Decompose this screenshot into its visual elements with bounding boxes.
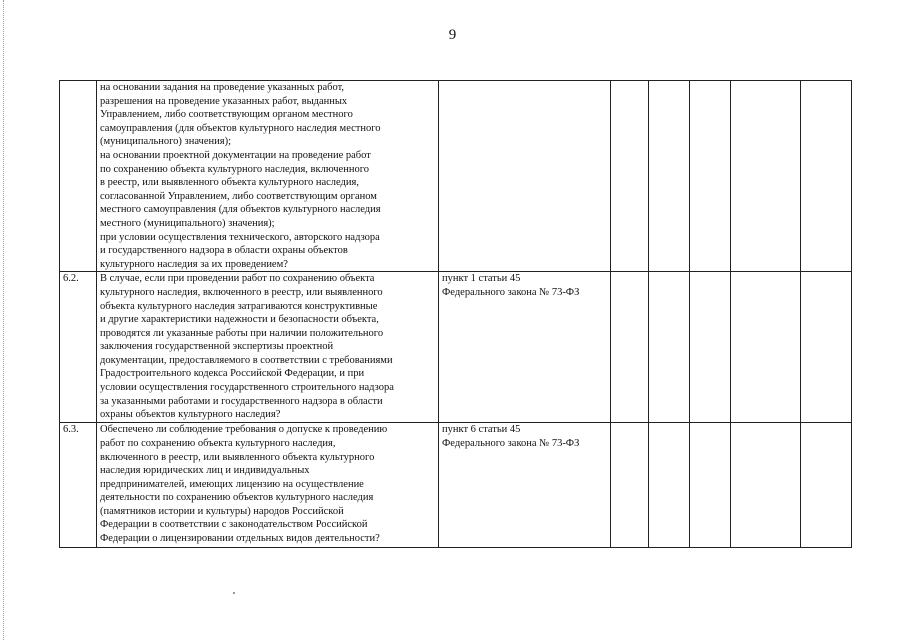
requirement-line: и государственного надзора в области охраны объектов [100,245,348,257]
answer-cell [690,272,731,423]
requirement-line: проводятся ли указанные работы при наличии положительного [100,327,384,339]
legal-basis-cell [439,423,611,548]
requirement-line: работ по сохранению объекта культурного наследия, [100,437,336,449]
requirement-line: самоуправления (для объектов культурного наследия местного [100,122,381,134]
answer-cell [649,272,690,423]
page-number: 9 [448,27,457,43]
answer-cell [611,423,649,548]
answer-cell [731,272,801,423]
requirement-line: (памятников истории и культуры) народов Российской [100,505,344,517]
requirement-line: по сохранению объекта культурного наследия, включенного [100,163,369,175]
answer-cell [690,81,731,272]
requirement-line: и другие характеристики надежности и безопасности объекта, [100,314,379,326]
requirement-line: местного (муниципального) значения); [100,217,275,229]
answer-cell [611,272,649,423]
requirement-line: объекта культурного наследия затрагиваются конструктивные [100,300,378,312]
requirement-line: наследия юридических лиц и индивидуальных [100,465,310,477]
requirement-line: Градостроительного кодекса Российской Федерации, и при [100,368,365,380]
answer-cell [801,423,852,548]
answer-cell [649,423,690,548]
requirement-line: Федерации в соответствии с законодательством Российской [100,519,368,531]
legal-basis-line: Федерального закона № 73-ФЗ [442,437,580,449]
table-row [60,272,852,423]
requirement-line: включенного в реестр, или выявленного объекта культурного [100,451,375,463]
requirement-cell [97,81,439,272]
requirement-line: на основании задания на проведение указанных работ, [100,82,344,93]
legal-basis-cell [439,81,611,272]
answer-cell [731,81,801,272]
answer-cell [801,81,852,272]
requirement-line: на основании проектной документации на проведение работ [100,149,371,161]
requirement-line: согласованной Управлением, либо соответствующим органом [100,190,377,202]
requirement-line: деятельности по сохранению объектов культурного наследия [100,492,374,504]
requirement-line: культурного наследия за их проведением? [100,258,288,270]
requirement-line: разрешения на проведение указанных работ, выданных [100,95,348,107]
row-number-cell [60,81,97,272]
requirement-line: в реестр, или выявленного объекта культурного наследия, [100,177,359,189]
requirement-line: документации, предоставляемого в соответствии с требованиями [100,354,393,366]
requirement-line: Управлением, либо соответствующим органом местного [100,109,353,121]
requirement-line: условии осуществления государственного строительного надзора [100,382,394,394]
requirement-cell [97,423,439,548]
answer-cell [649,81,690,272]
requirement-line: заключения государственной экспертизы проектной [100,341,334,353]
table-row [60,81,852,272]
answer-cell [611,81,649,272]
requirement-cell [97,272,439,423]
answer-cell [690,423,731,548]
legal-basis-line: пункт 1 статьи 45 [442,273,521,285]
answer-cell [801,272,852,423]
requirement-line: культурного наследия, включенного в реестр, или выявленного [100,286,383,298]
page-edge-line [3,0,4,640]
requirement-line: Обеспечено ли соблюдение требования о допуске к проведению [100,424,388,436]
scan-speck [233,592,235,594]
legal-basis-line: Федерального закона № 73-ФЗ [442,286,580,298]
requirement-line: за указанными работами и государственного надзора в области [100,395,383,407]
answer-cell [731,423,801,548]
requirement-line: местного самоуправления (для объектов культурного наследия [100,204,381,216]
legal-basis-line: пункт 6 статьи 45 [442,424,521,436]
row-number-cell: 6.3. [60,423,97,548]
requirement-line: охраны объектов культурного наследия? [100,409,281,421]
checklist-table [59,80,852,548]
table-row [60,423,852,548]
row-number-cell: 6.2. [60,272,97,423]
requirement-line: Федерации о лицензировании отдельных видов деятельности? [100,533,380,545]
requirement-line: В случае, если при проведении работ по сохранению объекта [100,273,375,285]
requirement-line: при условии осуществления технического, авторского надзора [100,231,380,243]
requirement-line: (муниципального) значения); [100,136,231,148]
legal-basis-cell [439,272,611,423]
requirement-line: предпринимателей, имеющих лицензию на осуществление [100,478,364,490]
